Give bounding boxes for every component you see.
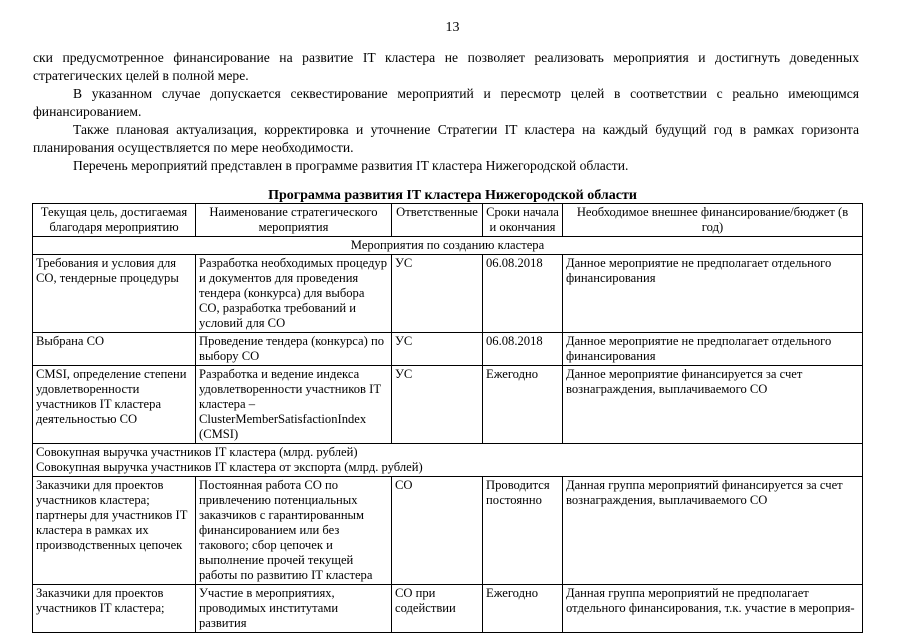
cell-deadline: 06.08.2018 (483, 255, 563, 333)
table-header-row (33, 204, 863, 237)
table-row (33, 333, 863, 366)
header-activity: Наименование стратегического мероприятия (196, 204, 392, 237)
program-table (32, 203, 863, 633)
cell-financing: Данное мероприятие не предполагает отдельного финансирования (563, 333, 863, 366)
cell-goal: CMSI, определение степени удовлетворенности участников IT кластера деятельностью СО (33, 366, 196, 444)
section-row (33, 444, 863, 477)
cell-goal: Требования и условия для СО, тендерные процедуры (33, 255, 196, 333)
paragraph-continuation: ски предусмотренное финансирование на развитие IT кластера не позволяет реализовать мероприятия и достигнуть доведенных стратегических целей в полной мере. (33, 50, 859, 83)
table-row (33, 585, 863, 633)
section-line: Совокупная выручка участников IT кластера (млрд. рублей) (36, 445, 358, 459)
cell-responsible: УС (392, 333, 483, 366)
cell-goal: Выбрана СО (33, 333, 196, 366)
cell-activity: Разработка необходимых процедур и документов для проведения тендера (конкурса) для выбора СО, разработка требований и условий для СО (196, 255, 392, 333)
cell-activity: Разработка и ведение индекса удовлетворенности участников IT кластера – ClusterMemberSatisfactionIndex (CMSI) (196, 366, 392, 444)
table-row (33, 255, 863, 333)
cell-deadline: 06.08.2018 (483, 333, 563, 366)
cell-responsible: СО при содействии (392, 585, 483, 633)
section-row (33, 237, 863, 255)
paragraph-planning: Также плановая актуализация, корректировка и уточнение Стратегии IT кластера на каждый будущий год в рамках горизонта планирования осуществляется по мере необходимости. (33, 122, 859, 155)
cell-financing: Данная группа мероприятий финансируется за счет вознаграждения, выплачиваемого СО (563, 477, 863, 585)
page-number: 13 (445, 20, 460, 35)
cell-goal: Заказчики для проектов участников IT кластера; (33, 585, 196, 633)
cell-financing: Данное мероприятие не предполагает отдельного финансирования (563, 255, 863, 333)
cell-deadline: Ежегодно (483, 366, 563, 444)
cell-activity: Постоянная работа СО по привлечению потенциальных заказчиков с гарантированным финансированием или без такового; сбор цепочек и выполнение прочей текущей работы по развитию IT кластера (196, 477, 392, 585)
cell-responsible: УС (392, 366, 483, 444)
header-deadlines: Сроки начала и окончания (483, 204, 563, 237)
paragraph-sequestration: В указанном случае допускается секвестирование мероприятий и пересмотр целей в соответствии с реально имеющимся финансированием. (33, 86, 859, 119)
cell-responsible: УС (392, 255, 483, 333)
section-title: Мероприятия по созданию кластера (33, 237, 863, 255)
header-responsible: Ответственные (392, 204, 483, 237)
cell-deadline: Ежегодно (483, 585, 563, 633)
cell-goal: Заказчики для проектов участников кластера; партнеры для участников IT кластера в рамках их производственных цепочек (33, 477, 196, 585)
section-line: Совокупная выручка участников IT кластера от экспорта (млрд. рублей) (36, 460, 423, 474)
header-goal: Текущая цель, достигаемая благодаря мероприятию (33, 204, 196, 237)
table-row (33, 366, 863, 444)
table-title: Программа развития IT кластера Нижегородской области (268, 188, 637, 203)
cell-activity: Участие в мероприятиях, проводимых институтами развития (196, 585, 392, 633)
cell-financing: Данная группа мероприятий не предполагает отдельного финансирования, т.к. участие в мероприя- (563, 585, 863, 633)
cell-responsible: СО (392, 477, 483, 585)
section-title (33, 444, 863, 477)
cell-deadline: Проводится постоянно (483, 477, 563, 585)
table-row (33, 477, 863, 585)
cell-financing: Данное мероприятие финансируется за счет вознаграждения, выплачиваемого СО (563, 366, 863, 444)
cell-activity: Проведение тендера (конкурса) по выбору СО (196, 333, 392, 366)
paragraph-list-intro: Перечень мероприятий представлен в программе развития IT кластера Нижегородской области. (73, 158, 629, 173)
header-financing: Необходимое внешнее финансирование/бюджет (в год) (563, 204, 863, 237)
